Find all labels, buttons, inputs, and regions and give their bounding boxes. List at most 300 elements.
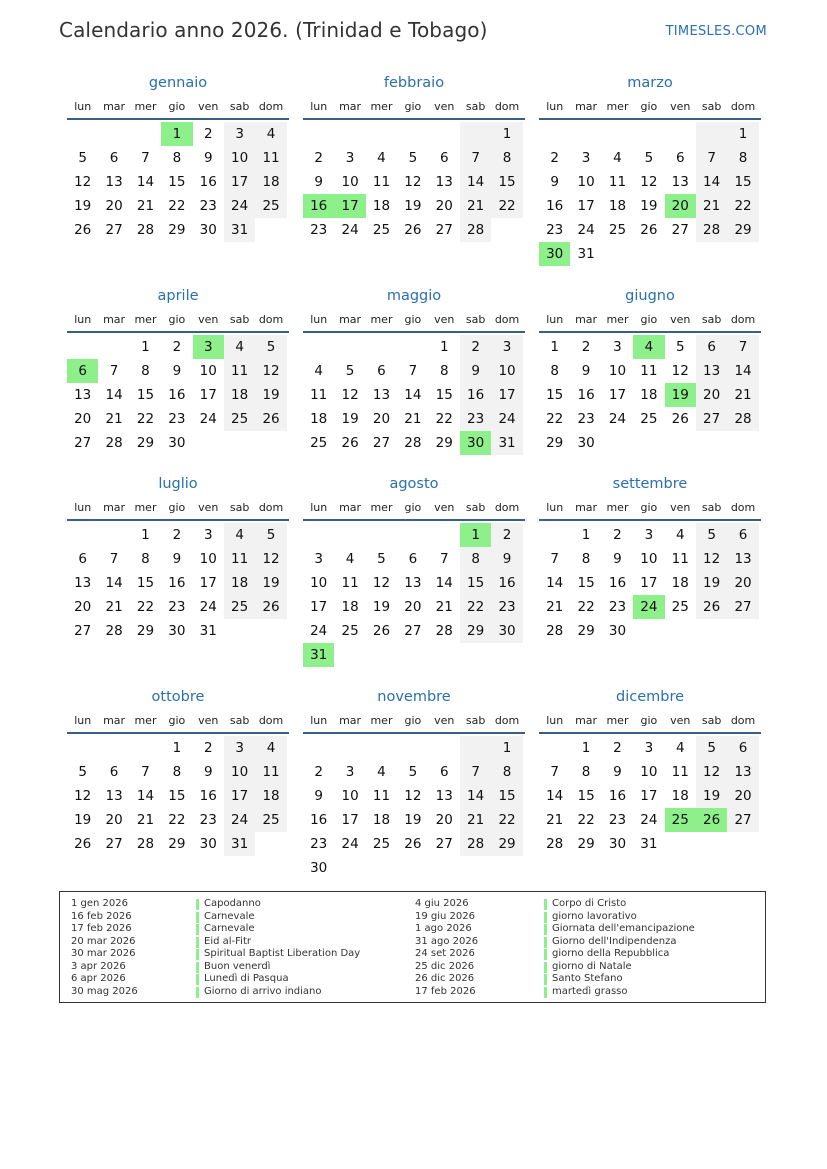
day-cell: 5	[408, 764, 418, 780]
day-cell: 5	[696, 736, 727, 760]
legend-holiday-name: Giornata dell'emancipazione	[552, 923, 695, 934]
day-grid	[67, 122, 289, 242]
weekday-label: mer	[606, 501, 629, 514]
day-cell: 4	[224, 523, 255, 547]
header-divider	[303, 732, 525, 734]
legend-date: 17 feb 2026	[71, 923, 132, 934]
weekday-label: dom	[494, 714, 520, 727]
weekday-label: sab	[229, 100, 250, 113]
day-cell: 9	[314, 174, 323, 190]
month-7	[67, 470, 289, 643]
day-cell: 3	[224, 122, 255, 146]
day-cell: 4	[377, 764, 386, 780]
legend-date: 24 set 2026	[415, 948, 475, 959]
weekday-label: lun	[74, 313, 92, 326]
day-cell: 22	[460, 595, 491, 619]
day-cell: 21	[136, 198, 155, 214]
weekday-label: mar	[575, 714, 598, 727]
day-cell: 8	[581, 764, 591, 780]
legend-marker	[196, 974, 199, 985]
day-cell: 25	[310, 435, 328, 451]
empty-cell	[366, 523, 397, 547]
day-cell: 6	[727, 523, 758, 547]
day-cell: 21	[546, 599, 564, 615]
legend-marker	[196, 924, 199, 935]
day-cell: 29	[168, 222, 186, 238]
day-cell: 7	[696, 146, 727, 170]
day-cell: 15	[136, 575, 155, 591]
day-cell: 9	[550, 174, 559, 190]
day-cell: 10	[640, 551, 658, 567]
month-6	[539, 282, 761, 455]
day-cell: 3	[613, 339, 622, 355]
weekday-label: dom	[258, 100, 284, 113]
empty-cell	[67, 335, 98, 359]
day-cell: 17	[577, 198, 595, 214]
month-10	[67, 683, 289, 856]
day-cell: 15	[546, 387, 564, 403]
day-cell: 22	[435, 411, 453, 427]
month-name: febbraio	[383, 75, 445, 91]
weekday-label: dom	[494, 100, 520, 113]
holiday-day-cell: 1	[460, 523, 491, 547]
day-cell: 10	[341, 174, 359, 190]
weekday-label: sab	[229, 313, 250, 326]
weekday-label: gio	[168, 501, 186, 514]
weekday-label: mar	[103, 100, 126, 113]
day-cell: 13	[435, 788, 453, 804]
day-cell: 2	[613, 740, 622, 756]
day-cell: 25	[224, 407, 255, 431]
day-cell: 14	[727, 359, 758, 383]
empty-cell	[130, 736, 161, 760]
day-cell: 10	[199, 551, 217, 567]
day-cell: 19	[255, 571, 286, 595]
weekday-label: mar	[575, 100, 598, 113]
header-divider	[67, 118, 289, 120]
day-cell: 23	[168, 411, 186, 427]
day-cell: 19	[696, 784, 727, 808]
empty-cell	[570, 122, 601, 146]
day-cell: 31	[224, 218, 255, 242]
day-cell: 8	[727, 146, 758, 170]
day-cell: 27	[435, 222, 453, 238]
day-cell: 8	[172, 150, 182, 166]
weekday-label: gio	[404, 313, 422, 326]
day-cell: 26	[74, 836, 92, 852]
day-cell: 7	[460, 760, 491, 784]
day-cell: 4	[224, 335, 255, 359]
day-cell: 7	[727, 335, 758, 359]
legend-date: 1 gen 2026	[71, 898, 129, 909]
weekday-label: mer	[606, 313, 629, 326]
day-cell: 6	[109, 150, 119, 166]
weekday-label: gio	[404, 714, 422, 727]
day-cell: 28	[105, 435, 123, 451]
day-grid	[303, 122, 525, 242]
legend-marker	[196, 937, 199, 948]
day-cell: 29	[168, 836, 186, 852]
day-cell: 22	[136, 599, 155, 615]
day-cell: 14	[136, 174, 155, 190]
day-cell: 11	[224, 547, 255, 571]
day-cell: 5	[255, 523, 286, 547]
day-cell: 12	[696, 547, 727, 571]
day-cell: 12	[404, 174, 422, 190]
weekday-label: ven	[434, 313, 455, 326]
day-cell: 6	[78, 551, 87, 567]
day-cell: 16	[491, 571, 522, 595]
day-cell: 18	[310, 411, 328, 427]
day-cell: 22	[168, 812, 186, 828]
day-cell: 5	[255, 335, 286, 359]
day-cell: 17	[491, 383, 522, 407]
day-cell: 14	[696, 170, 727, 194]
day-cell: 17	[640, 788, 658, 804]
weekday-label: ven	[670, 313, 691, 326]
weekday-label: lun	[310, 313, 328, 326]
day-cell: 26	[74, 222, 92, 238]
day-cell: 15	[168, 174, 186, 190]
day-cell: 21	[460, 808, 491, 832]
day-cell: 7	[141, 150, 150, 166]
legend-marker	[544, 937, 547, 948]
day-cell: 19	[372, 599, 391, 615]
day-cell: 28	[727, 407, 758, 431]
header-divider	[539, 118, 761, 120]
day-cell: 22	[136, 411, 155, 427]
day-cell: 21	[546, 812, 564, 828]
day-cell: 20	[404, 599, 422, 615]
empty-cell	[98, 122, 129, 146]
day-cell: 14	[435, 575, 453, 591]
empty-cell	[429, 523, 460, 547]
legend-holiday-name: giorno lavorativo	[552, 910, 637, 922]
day-cell: 2	[314, 764, 323, 780]
legend-marker	[544, 899, 547, 910]
day-cell: 21	[404, 411, 422, 427]
legend-marker	[196, 912, 199, 923]
legend-date: 19 giu 2026	[415, 910, 475, 922]
day-cell: 30	[577, 435, 595, 451]
empty-cell	[334, 335, 365, 359]
holiday-day-cell: 1	[161, 122, 192, 146]
empty-cell	[303, 523, 334, 547]
day-cell: 4	[255, 736, 286, 760]
weekday-label: lun	[546, 313, 564, 326]
legend-marker	[196, 987, 199, 998]
day-cell: 5	[78, 764, 87, 780]
weekday-label: dom	[494, 501, 520, 514]
empty-cell	[67, 122, 98, 146]
empty-cell	[539, 122, 570, 146]
day-cell: 26	[255, 595, 286, 619]
brand-link[interactable]: TIMESLES.COM	[665, 24, 767, 39]
day-cell: 23	[310, 222, 328, 238]
weekday-label: mer	[134, 714, 157, 727]
month-name: gennaio	[148, 75, 208, 91]
holiday-day-cell: 25	[665, 808, 696, 832]
weekday-label: gio	[404, 501, 422, 514]
day-cell: 20	[435, 812, 453, 828]
legend-holiday-name: Corpo di Cristo	[552, 898, 627, 909]
day-cell: 16	[168, 575, 186, 591]
day-cell: 19	[74, 812, 92, 828]
day-cell: 6	[439, 150, 449, 166]
weekday-label: gio	[640, 714, 658, 727]
day-cell: 21	[136, 812, 155, 828]
day-cell: 9	[491, 547, 522, 571]
day-cell: 13	[435, 174, 453, 190]
day-cell: 23	[199, 198, 217, 214]
weekday-label: lun	[74, 100, 92, 113]
day-cell: 8	[439, 363, 449, 379]
day-cell: 6	[696, 335, 727, 359]
day-cell: 31	[640, 836, 658, 852]
day-cell: 29	[727, 218, 758, 242]
weekday-label: dom	[730, 313, 756, 326]
day-cell: 12	[372, 575, 391, 591]
weekday-label: dom	[258, 313, 284, 326]
weekday-label: ven	[670, 501, 691, 514]
empty-cell	[334, 736, 365, 760]
day-cell: 16	[199, 788, 217, 804]
weekday-label: sab	[465, 313, 486, 326]
day-cell: 20	[105, 812, 123, 828]
day-cell: 4	[675, 740, 685, 756]
day-cell: 22	[727, 194, 758, 218]
weekday-label: mer	[370, 714, 393, 727]
weekday-label: sab	[465, 501, 486, 514]
day-cell: 1	[550, 339, 559, 355]
day-cell: 18	[224, 571, 255, 595]
day-cell: 11	[372, 174, 391, 190]
day-cell: 17	[608, 387, 627, 403]
day-cell: 28	[696, 218, 727, 242]
month-9	[539, 470, 761, 643]
day-cell: 16	[168, 387, 186, 403]
day-cell: 28	[435, 623, 453, 639]
weekday-header	[539, 498, 761, 518]
weekday-label: lun	[546, 100, 564, 113]
day-cell: 24	[640, 812, 658, 828]
legend-marker	[544, 949, 547, 960]
day-cell: 14	[105, 575, 123, 591]
weekday-label: dom	[494, 313, 520, 326]
day-cell: 21	[105, 599, 123, 615]
day-cell: 18	[341, 599, 359, 615]
day-cell: 5	[78, 150, 87, 166]
day-cell: 30	[608, 623, 627, 639]
day-cell: 8	[172, 764, 182, 780]
day-cell: 1	[439, 339, 449, 355]
day-cell: 12	[696, 760, 727, 784]
day-cell: 14	[546, 788, 564, 804]
day-cell: 27	[671, 222, 689, 238]
day-cell: 10	[640, 764, 658, 780]
day-cell: 31	[199, 623, 217, 639]
day-cell: 31	[491, 431, 522, 455]
day-cell: 30	[310, 860, 328, 876]
holiday-day-cell: 26	[696, 808, 727, 832]
day-cell: 24	[224, 194, 255, 218]
day-cell: 14	[136, 788, 155, 804]
empty-cell	[98, 736, 129, 760]
weekday-label: ven	[198, 501, 219, 514]
day-cell: 27	[105, 836, 123, 852]
day-cell: 15	[460, 571, 491, 595]
weekday-label: mar	[103, 714, 126, 727]
empty-cell	[539, 523, 570, 547]
day-cell: 2	[172, 527, 182, 543]
day-grid	[539, 335, 761, 455]
header-divider	[303, 118, 525, 120]
day-cell: 31	[224, 832, 255, 856]
day-cell: 12	[255, 547, 286, 571]
day-cell: 13	[74, 575, 92, 591]
weekday-header	[303, 97, 525, 117]
day-cell: 10	[577, 174, 595, 190]
day-cell: 29	[136, 623, 155, 639]
day-cell: 7	[408, 363, 418, 379]
legend-holiday-name: Giorno di arrivo indiano	[204, 985, 322, 997]
day-cell: 2	[172, 339, 182, 355]
weekday-label: ven	[198, 100, 219, 113]
empty-cell	[303, 122, 334, 146]
weekday-label: dom	[730, 100, 756, 113]
day-cell: 23	[608, 599, 627, 615]
legend-holiday-name: giorno della Repubblica	[552, 948, 670, 959]
day-grid	[67, 523, 289, 643]
weekday-label: sab	[701, 714, 722, 727]
day-cell: 13	[105, 788, 123, 804]
holiday-legend	[59, 891, 766, 1003]
weekday-label: mar	[339, 100, 362, 113]
empty-cell	[539, 736, 570, 760]
day-cell: 17	[341, 812, 359, 828]
day-cell: 26	[404, 222, 422, 238]
day-cell: 4	[314, 363, 323, 379]
day-cell: 24	[310, 623, 328, 639]
day-cell: 11	[372, 788, 391, 804]
day-grid	[67, 335, 289, 455]
day-cell: 5	[675, 339, 685, 355]
day-cell: 25	[608, 222, 627, 238]
month-2	[303, 69, 525, 242]
legend-holiday-name: Buon venerdì	[204, 960, 271, 972]
weekday-label: mer	[370, 501, 393, 514]
day-cell: 14	[105, 387, 123, 403]
day-cell: 24	[341, 836, 359, 852]
day-cell: 18	[671, 575, 689, 591]
weekday-label: sab	[701, 100, 722, 113]
weekday-header	[67, 498, 289, 518]
day-cell: 3	[203, 527, 213, 543]
legend-date: 4 giu 2026	[415, 898, 469, 909]
day-cell: 20	[696, 383, 727, 407]
day-cell: 6	[109, 764, 119, 780]
day-cell: 30	[168, 623, 186, 639]
holiday-day-cell: 24	[633, 595, 664, 619]
day-cell: 3	[491, 335, 522, 359]
day-cell: 7	[550, 764, 559, 780]
day-cell: 22	[168, 198, 186, 214]
day-cell: 8	[141, 551, 150, 567]
day-cell: 9	[460, 359, 491, 383]
day-cell: 18	[255, 784, 286, 808]
day-cell: 25	[640, 411, 658, 427]
weekday-header	[539, 310, 761, 330]
weekday-label: lun	[310, 501, 328, 514]
legend-date: 30 mag 2026	[71, 985, 138, 997]
day-cell: 27	[74, 623, 92, 639]
day-cell: 27	[727, 595, 758, 619]
day-cell: 14	[546, 575, 564, 591]
day-cell: 10	[341, 788, 359, 804]
weekday-label: mer	[370, 313, 393, 326]
day-cell: 23	[199, 812, 217, 828]
day-cell: 2	[203, 740, 213, 756]
day-cell: 17	[224, 170, 255, 194]
day-cell: 14	[460, 784, 491, 808]
day-cell: 2	[460, 335, 491, 359]
weekday-label: mer	[606, 714, 629, 727]
day-cell: 23	[491, 595, 522, 619]
holiday-day-cell: 30	[460, 431, 491, 455]
empty-cell	[429, 736, 460, 760]
legend-holiday-name: martedì grasso	[552, 985, 628, 997]
day-cell: 11	[341, 575, 359, 591]
day-cell: 11	[255, 146, 286, 170]
day-cell: 13	[727, 760, 758, 784]
day-cell: 11	[310, 387, 328, 403]
empty-cell	[397, 523, 428, 547]
day-cell: 24	[224, 808, 255, 832]
legend-holiday-name: Capodanno	[204, 898, 261, 909]
day-cell: 10	[310, 575, 328, 591]
day-cell: 27	[727, 808, 758, 832]
day-cell: 15	[577, 575, 595, 591]
weekday-label: gio	[640, 313, 658, 326]
day-cell: 2	[203, 126, 213, 142]
day-cell: 21	[435, 599, 453, 615]
day-cell: 12	[404, 788, 422, 804]
header-divider	[539, 331, 761, 333]
day-cell: 16	[608, 788, 627, 804]
empty-cell	[665, 122, 696, 146]
day-cell: 3	[644, 527, 654, 543]
legend-date: 30 mar 2026	[71, 948, 136, 959]
holiday-day-cell: 17	[334, 194, 365, 218]
day-cell: 27	[696, 407, 727, 431]
day-cell: 7	[439, 551, 449, 567]
legend-date: 20 mar 2026	[71, 935, 136, 947]
day-cell: 23	[460, 407, 491, 431]
day-cell: 23	[577, 411, 595, 427]
weekday-label: ven	[434, 501, 455, 514]
weekday-label: gio	[404, 100, 422, 113]
day-cell: 24	[341, 222, 359, 238]
empty-cell	[98, 335, 129, 359]
empty-cell	[460, 736, 491, 760]
month-12	[539, 683, 761, 856]
empty-cell	[67, 736, 98, 760]
empty-cell	[429, 122, 460, 146]
day-cell: 2	[491, 523, 522, 547]
day-cell: 1	[491, 122, 522, 146]
empty-cell	[460, 122, 491, 146]
weekday-label: lun	[74, 501, 92, 514]
